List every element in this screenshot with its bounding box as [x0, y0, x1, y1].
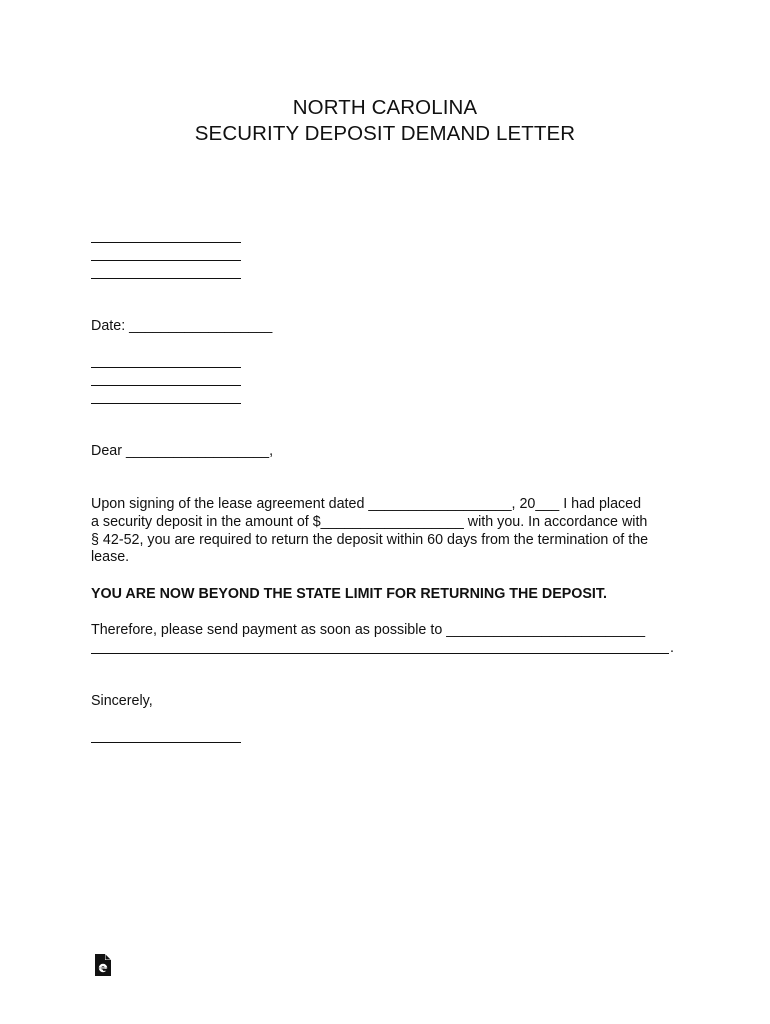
- title-line-document: SECURITY DEPOSIT DEMAND LETTER: [194, 122, 576, 145]
- body-line-3: § 42-52, you are required to return the deposit within 60 days from the termination of the: [91, 531, 649, 548]
- signature-line[interactable]: [91, 742, 241, 743]
- closing: Sincerely,: [91, 693, 153, 709]
- eforms-logo-icon: [94, 953, 112, 977]
- body-line-4: lease.: [91, 549, 130, 566]
- recipient-address-line-3[interactable]: [91, 403, 241, 404]
- deposit-warning: YOU ARE NOW BEYOND THE STATE LIMIT FOR RETURNING THE DEPOSIT.: [91, 586, 608, 602]
- payment-request-line-1: Therefore, please send payment as soon as possible to _________________________: [91, 622, 646, 638]
- body-paragraph: [91, 496, 691, 567]
- payment-address-line[interactable]: [91, 653, 669, 654]
- sender-address-line-1[interactable]: [91, 242, 241, 243]
- body-line-1: Upon signing of the lease agreement dated __________________, 20___ I had placed: [91, 496, 642, 512]
- body-line-2: a security deposit in the amount of $__________________ with you. In accordance with: [91, 513, 648, 530]
- recipient-address-line-2[interactable]: [91, 385, 241, 386]
- title-line-state: NORTH CAROLINA: [292, 96, 478, 119]
- payment-request-end: .: [670, 640, 674, 656]
- salutation: Dear __________________,: [91, 443, 274, 459]
- date-field: Date: __________________: [91, 318, 273, 334]
- sender-address-line-2[interactable]: [91, 260, 241, 261]
- sender-address-line-3[interactable]: [91, 278, 241, 279]
- recipient-address-line-1[interactable]: [91, 367, 241, 368]
